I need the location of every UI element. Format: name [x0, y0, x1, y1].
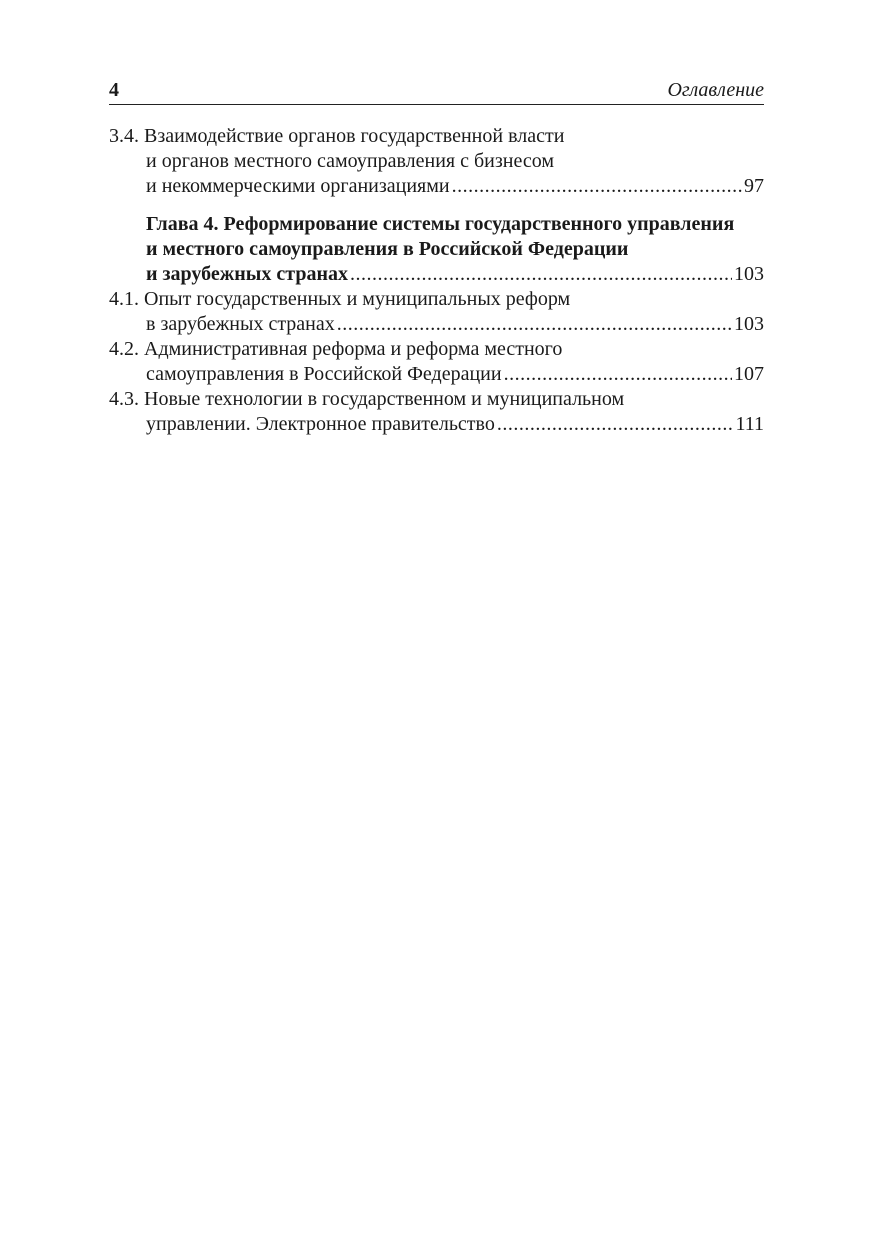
toc-entry-line: 4.1. Опыт государственных и муниципальных реформ: [109, 288, 571, 310]
toc-entry-4-2: [109, 337, 764, 387]
toc-page-number: 107: [734, 363, 764, 385]
running-head: [109, 78, 764, 105]
toc-entry-last-line: [109, 412, 764, 437]
toc-page-number: 111: [735, 413, 764, 435]
page-number: 4: [109, 79, 119, 101]
toc-entry-last-line: [109, 312, 764, 337]
dot-leader: [452, 174, 742, 199]
toc-entry-line: и местного самоуправления в Российской Федерации: [146, 238, 629, 260]
toc-entry-line: и зарубежных странах: [146, 263, 349, 285]
toc-entry-line: и органов местного самоуправления с бизнесом: [146, 150, 554, 172]
dot-leader: [350, 262, 732, 287]
toc-entry-line: 4.3. Новые технологии в государственном и муниципальном: [109, 388, 625, 410]
dot-leader: [337, 312, 732, 337]
toc-entry-4-3: [109, 387, 764, 437]
toc-entry-line: Глава 4. Реформирование системы государственного управления: [146, 213, 735, 235]
toc-entry-chapter-4: [109, 212, 764, 287]
toc-entry-3-4: [109, 124, 764, 199]
toc-entry-line: 4.2. Административная реформа и реформа местного: [109, 338, 563, 360]
toc-page-number: 97: [744, 175, 764, 197]
toc-entry-4-1: [109, 287, 764, 337]
toc-entry-last-line: [109, 362, 764, 387]
table-of-contents: [109, 124, 764, 437]
toc-entry-line: 3.4. Взаимодействие органов государственной власти: [109, 125, 565, 147]
toc-page-number: 103: [734, 263, 764, 285]
toc-entry-last-line: [109, 174, 764, 199]
toc-entry-last-line: [109, 262, 764, 287]
section-title: Оглавление: [667, 79, 764, 101]
toc-entry-line: самоуправления в Российской Федерации: [146, 363, 502, 385]
toc-entry-line: и некоммерческими организациями: [146, 175, 450, 197]
toc-page-number: 103: [734, 313, 764, 335]
dot-leader: [497, 412, 734, 437]
toc-entry-line: в зарубежных странах: [146, 313, 335, 335]
toc-entry-line: управлении. Электронное правительство: [146, 413, 495, 435]
dot-leader: [504, 362, 732, 387]
